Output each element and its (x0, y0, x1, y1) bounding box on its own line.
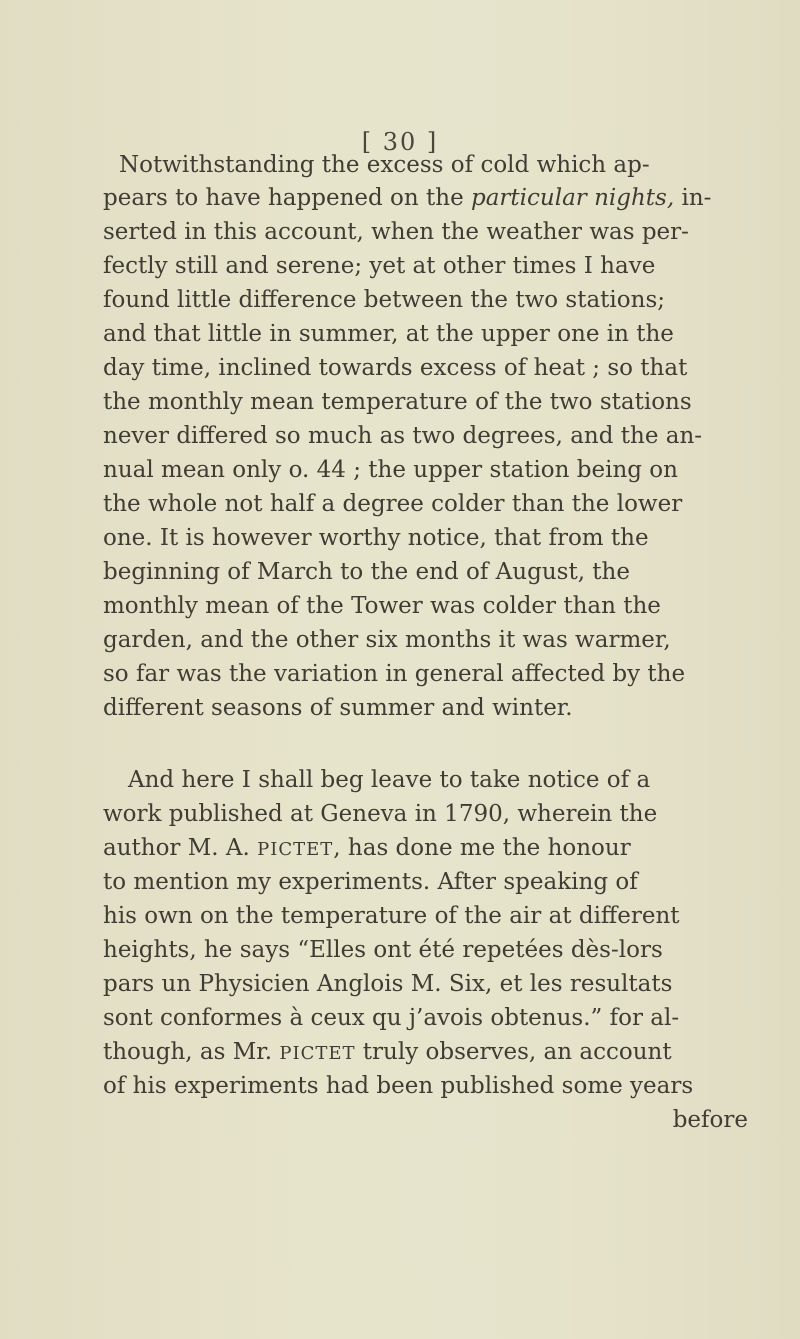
text-line: day time, inclined towards excess of heat ; so that (103, 355, 688, 381)
text-line: of his experiments had been published some years (103, 1073, 694, 1099)
small-caps-name: PICTET (279, 1043, 356, 1064)
text-line: one. It is however worthy notice, that from the (103, 525, 649, 551)
text-line: to mention my experiments. After speaking of (103, 869, 638, 895)
text-line: sont conformes à ceux qu j’avois obtenus.” for al- (103, 1005, 680, 1031)
text-line: never differed so much as two degrees, and the an- (103, 423, 703, 449)
catchword: before (672, 1107, 748, 1133)
text-line-part: author M. A. (103, 835, 258, 861)
text-line-part: truly observes, an account (355, 1039, 672, 1065)
text-line-part: pears to have happened on the (103, 185, 471, 211)
text-line: the monthly mean temperature of the two stations (103, 389, 692, 415)
text-line (103, 183, 711, 213)
text-line-part: though, as Mr. (103, 1039, 280, 1065)
text-line: garden, and the other six months it was warmer, (103, 627, 671, 653)
text-line-part: , has done me the honour (333, 835, 631, 861)
text-line (103, 1037, 672, 1069)
text-line: found little difference between the two stations; (103, 287, 665, 313)
text-line: serted in this account, when the weather was per- (103, 219, 689, 245)
text-line: the whole not half a degree colder than the lower (103, 491, 683, 517)
text-line: his own on the temperature of the air at different (103, 903, 680, 929)
text-line: so far was the variation in general affected by the (103, 661, 686, 687)
text-line: work published at Geneva in 1790, wherein the (103, 801, 658, 827)
text-line: nual mean only o. 44 ; the upper station being on (103, 457, 678, 483)
text-line: Notwithstanding the excess of cold which ap- (119, 152, 650, 178)
page-number: [ 30 ] (361, 128, 439, 156)
text-line: heights, he says “Elles ont été repetées dès-lors (103, 937, 663, 963)
text-line: different seasons of summer and winter. (103, 695, 573, 721)
text-line: pars un Physicien Anglois M. Six, et les resultats (103, 971, 673, 997)
text-line: beginning of March to the end of August, the (103, 559, 630, 585)
text-line: monthly mean of the Tower was colder than the (103, 593, 661, 619)
text-line-part: in- (674, 185, 712, 211)
text-line: fectly still and serene; yet at other times I have (103, 253, 656, 279)
text-line: and that little in summer, at the upper one in the (103, 321, 674, 347)
text-line (103, 833, 631, 865)
small-caps-name: PICTET (257, 839, 334, 860)
text-line: And here I shall beg leave to take notice of a (128, 767, 651, 793)
text-line-italic: particular nights, (471, 185, 675, 211)
